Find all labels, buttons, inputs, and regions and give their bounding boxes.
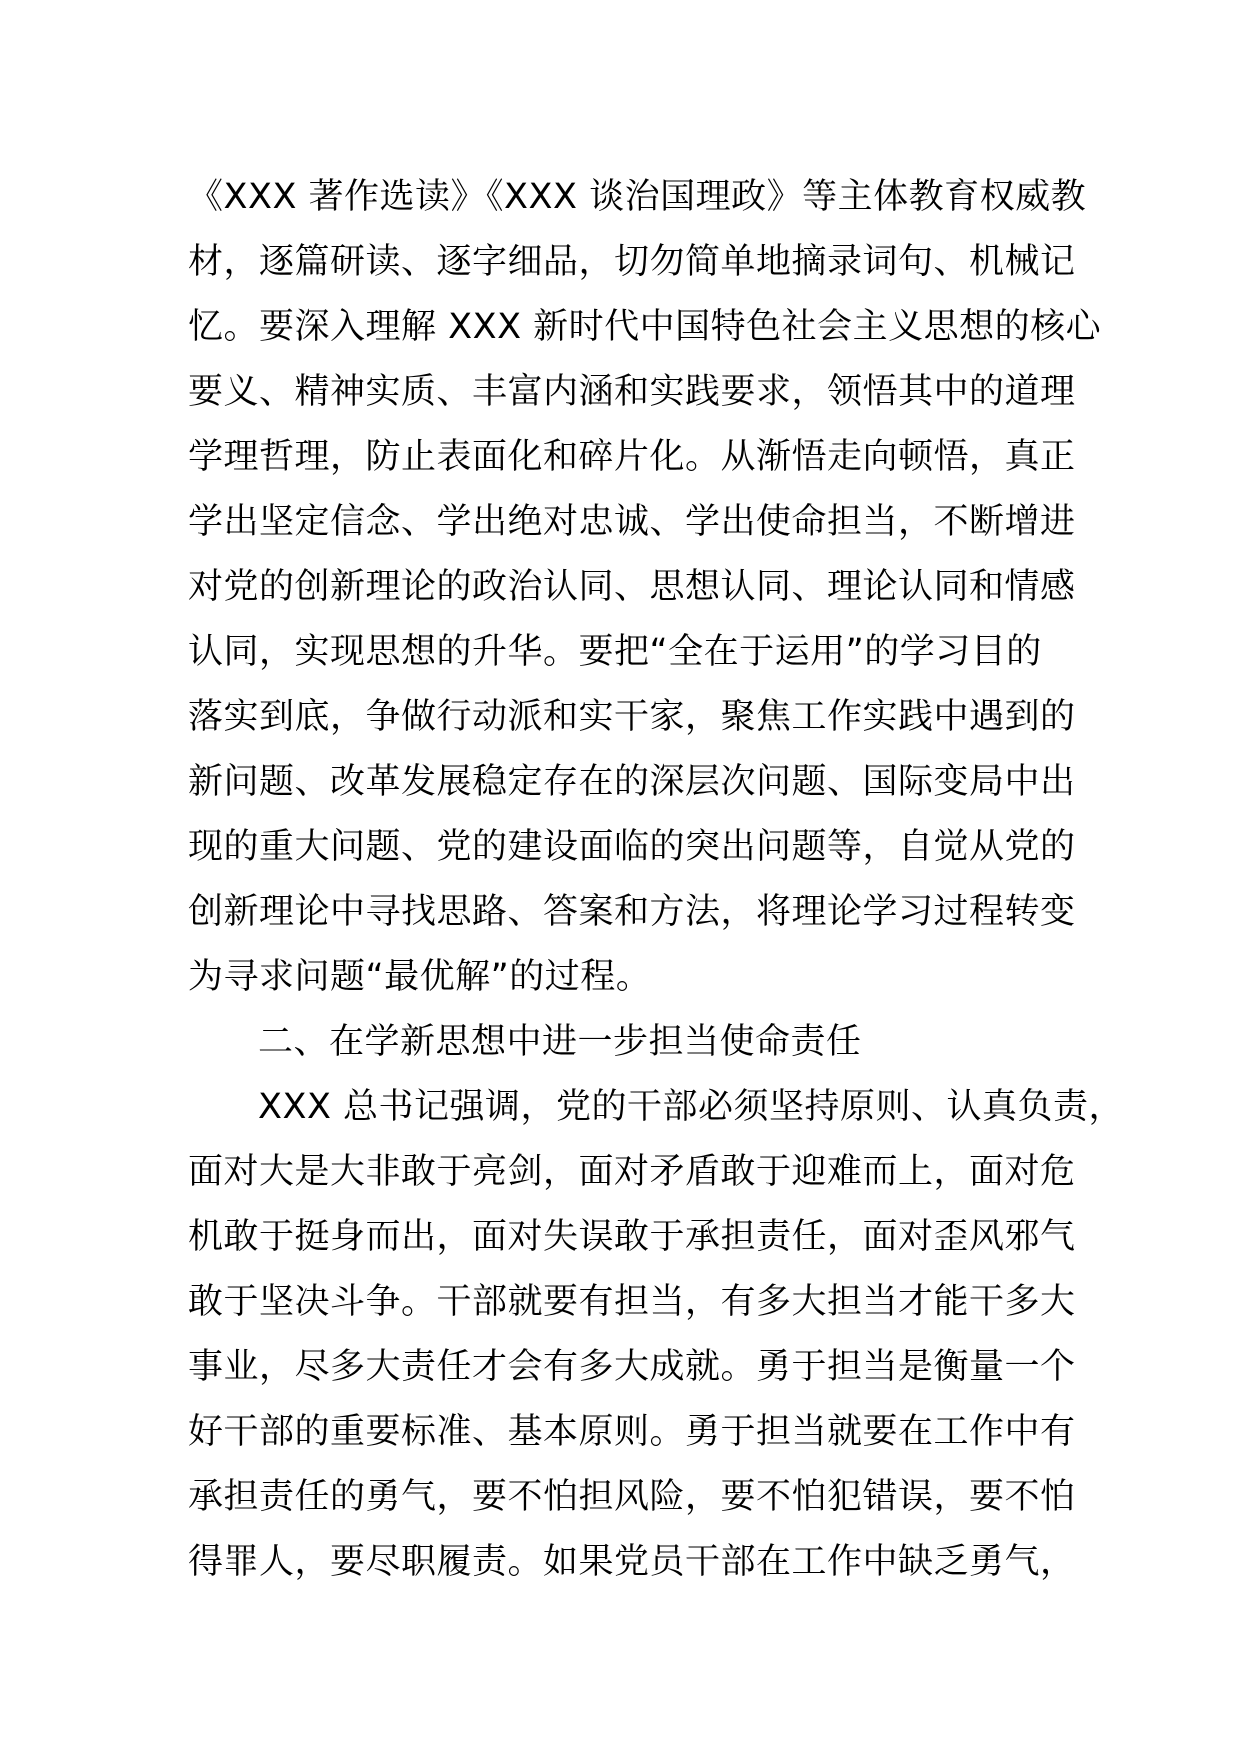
text-line: 机敢于挺身而出，面对失误敢于承担责任，面对歪风邪气 [188,1217,1076,1257]
text-line: 得罪人，要尽职履责。如果党员干部在工作中缺乏勇气， [188,1542,1076,1582]
text-line: 现的重大问题、党的建设面临的突出问题等，自觉从党的 [188,827,1076,867]
paragraph-first-line: XXX 总书记强调，党的干部必须坚持原则、认真负责， [258,1087,1125,1127]
text-line: 学理哲理，防止表面化和碎片化。从渐悟走向顿悟，真正 [188,437,1076,477]
text-line: 《XXX 著作选读》《XXX 谈治国理政》等主体教育权威教 [188,177,1087,217]
text-line: 承担责任的勇气，要不怕担风险，要不怕犯错误，要不怕 [188,1477,1076,1517]
text-line: 落实到底，争做行动派和实干家，聚焦工作实践中遇到的 [188,697,1076,737]
text-line: 事业，尽多大责任才会有多大成就。勇于担当是衡量一个 [188,1347,1076,1387]
section-heading: 二、在学新思想中进一步担当使命责任 [258,1022,862,1062]
text-line: 学出坚定信念、学出绝对忠诚、学出使命担当，不断增进 [188,502,1076,542]
text-line: 敢于坚决斗争。干部就要有担当，有多大担当才能干多大 [188,1282,1076,1322]
text-line: 材，逐篇研读、逐字细品，切勿简单地摘录词句、机械记 [188,242,1076,282]
text-line: 对党的创新理论的政治认同、思想认同、理论认同和情感 [188,567,1076,607]
body-text [188,165,1125,1595]
text-line: 认同，实现思想的升华。要把“全在于运用”的学习目的 [188,632,1042,672]
text-line: 创新理论中寻找思路、答案和方法，将理论学习过程转变 [188,892,1076,932]
text-line: 好干部的重要标准、基本原则。勇于担当就要在工作中有 [188,1412,1076,1452]
text-line: 新问题、改革发展稳定存在的深层次问题、国际变局中出 [188,762,1076,802]
text-line: 面对大是大非敢于亮剑，面对矛盾敢于迎难而上，面对危 [188,1152,1076,1192]
text-line: 要义、精神实质、丰富内涵和实践要求，领悟其中的道理 [188,372,1076,412]
text-line: 忆。要深入理解 XXX 新时代中国特色社会主义思想的核心 [188,307,1102,347]
text-line: 为寻求问题“最优解”的过程。 [188,957,652,997]
